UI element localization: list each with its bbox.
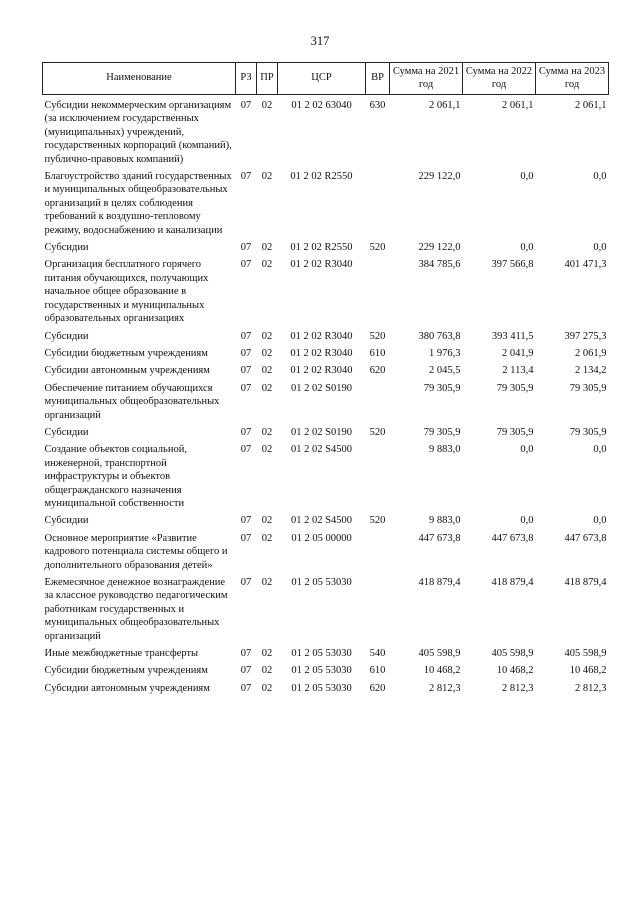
row-sum-2022: 0,0 [520, 242, 534, 254]
row-sum-2022: 447 673,8 [491, 532, 534, 544]
table-row [43, 576, 609, 647]
row-pr: 02 [261, 347, 273, 359]
row-csr: 01 2 02 R2550 [290, 171, 353, 183]
header-rz: РЗ [236, 63, 257, 95]
row-sum-2023: 418 879,4 [564, 577, 607, 588]
row-name: Субсидии [44, 330, 89, 342]
row-name: Субсидии бюджетным учреждениям [44, 347, 208, 359]
row-sum-2023: 0,0 [593, 444, 607, 456]
table-body [43, 95, 609, 700]
row-csr: 01 2 02 63040 [291, 100, 352, 111]
row-vr: 520 [369, 426, 386, 438]
row-pr: 02 [261, 515, 273, 527]
row-csr: 01 2 02 S4500 [291, 444, 352, 456]
row-vr: 520 [369, 242, 386, 254]
table-row [43, 364, 609, 381]
row-csr: 01 2 02 R3040 [290, 365, 353, 377]
row-sum-2023: 79 305,9 [569, 382, 607, 394]
row-name: Основное мероприятие «Развитие кадрового потенциала системы общего и дополнительного образования детей» [44, 532, 228, 571]
row-csr: 01 2 05 53030 [291, 648, 352, 660]
row-csr: 01 2 02 R3040 [290, 330, 353, 342]
header-csr: ЦСР [278, 63, 366, 95]
row-vr: 620 [369, 365, 386, 377]
row-csr: 01 2 05 00000 [291, 532, 352, 544]
row-rz: 07 [240, 682, 252, 694]
row-name: Организация бесплатного горячего питания обучающихся, получающих начальное общее образование в государственных и муниципальных образовательных организациях [44, 259, 209, 325]
row-name: Субсидии [44, 515, 89, 527]
budget-table [42, 62, 609, 699]
row-sum-2022: 397 566,8 [491, 259, 534, 271]
row-pr: 02 [261, 242, 273, 254]
row-sum-2023: 2 812,3 [575, 682, 607, 694]
row-pr: 02 [261, 171, 273, 183]
row-sum-2021: 384 785,6 [418, 259, 461, 271]
row-vr: 540 [369, 648, 386, 660]
row-sum-2022: 418 879,4 [491, 577, 534, 588]
row-pr: 02 [261, 259, 273, 271]
row-sum-2022: 405 598,9 [491, 648, 534, 660]
row-sum-2023: 10 468,2 [569, 665, 607, 677]
row-rz: 07 [240, 330, 252, 342]
row-sum-2021: 79 305,9 [423, 382, 461, 394]
row-pr: 02 [261, 365, 273, 377]
row-vr [366, 382, 390, 426]
row-vr: 610 [369, 665, 386, 677]
table-row [43, 382, 609, 426]
row-vr [366, 532, 390, 576]
row-sum-2021: 2 812,3 [429, 682, 461, 694]
table-row [43, 170, 609, 241]
row-sum-2022: 0,0 [520, 515, 534, 527]
page-number: 317 [310, 34, 330, 48]
header-pr: ПР [257, 63, 278, 95]
row-csr: 01 2 05 53030 [291, 577, 352, 588]
row-rz: 07 [240, 577, 252, 588]
row-rz: 07 [240, 444, 252, 456]
row-name: Ежемесячное денежное вознаграждение за классное руководство педагогическим работникам государственных и муниципальных общеобразовательных организаций [44, 577, 228, 642]
row-rz: 07 [240, 347, 252, 359]
row-name: Иные межбюджетные трансферты [44, 648, 199, 660]
header-sum-2021: Сумма на 2021 год [390, 63, 463, 95]
row-rz: 07 [240, 515, 252, 527]
row-vr: 610 [369, 347, 386, 359]
header-row [43, 63, 609, 95]
row-name: Создание объектов социальной, инженерной, транспортной инфраструктуры и объектов общегражданского назначения муниципальной собственности [44, 444, 187, 509]
table-row [43, 258, 609, 329]
row-vr [366, 170, 390, 241]
row-pr: 02 [261, 577, 273, 588]
row-sum-2021: 447 673,8 [418, 532, 461, 544]
row-sum-2022: 2 061,1 [502, 100, 534, 111]
table-row [43, 347, 609, 364]
row-sum-2022: 0,0 [520, 171, 534, 183]
row-rz: 07 [240, 259, 252, 271]
row-sum-2021: 9 883,0 [429, 444, 461, 456]
row-sum-2023: 2 061,9 [575, 347, 607, 359]
row-sum-2022: 2 113,4 [502, 365, 534, 377]
row-csr: 01 2 02 R3040 [290, 347, 353, 359]
row-pr: 02 [261, 382, 273, 394]
row-rz: 07 [240, 382, 252, 394]
row-sum-2023: 405 598,9 [564, 648, 607, 660]
table-row [43, 330, 609, 347]
row-pr: 02 [261, 330, 273, 342]
row-pr: 02 [261, 100, 273, 111]
row-sum-2023: 397 275,3 [564, 330, 607, 342]
table-row [43, 426, 609, 443]
row-sum-2022: 0,0 [520, 444, 534, 456]
row-name: Субсидии автономным учреждениям [44, 682, 210, 694]
row-sum-2022: 2 041,9 [502, 347, 534, 359]
row-csr: 01 2 02 R2550 [290, 242, 353, 254]
row-sum-2023: 0,0 [593, 515, 607, 527]
row-sum-2021: 10 468,2 [423, 665, 461, 677]
row-vr: 520 [369, 515, 386, 527]
row-csr: 01 2 02 S0190 [291, 382, 352, 394]
row-rz: 07 [240, 532, 252, 544]
header-name: Наименование [43, 63, 236, 95]
row-csr: 01 2 02 S4500 [291, 515, 352, 527]
row-sum-2023: 0,0 [593, 171, 607, 183]
table-row [43, 664, 609, 681]
row-rz: 07 [240, 242, 252, 254]
row-rz: 07 [240, 100, 252, 111]
row-sum-2021: 1 976,3 [429, 347, 461, 359]
row-sum-2023: 79 305,9 [569, 426, 607, 438]
table-row [43, 647, 609, 664]
row-name: Обеспечение питанием обучающихся муниципальных общеобразовательных организаций [44, 382, 220, 421]
row-pr: 02 [261, 426, 273, 438]
row-rz: 07 [240, 648, 252, 660]
row-pr: 02 [261, 444, 273, 456]
table-header [43, 63, 609, 95]
row-sum-2022: 79 305,9 [496, 426, 534, 438]
row-pr: 02 [261, 532, 273, 544]
row-rz: 07 [240, 171, 252, 183]
table-row [43, 532, 609, 576]
row-name: Субсидии некоммерческим организациям (за исключением государственных (муниципальных) учреждений, государственных корпораций (компаний), публично-правовых компаний) [44, 100, 232, 165]
row-csr: 01 2 02 R3040 [290, 259, 353, 271]
row-csr: 01 2 05 53030 [291, 665, 352, 677]
row-rz: 07 [240, 426, 252, 438]
row-name: Субсидии бюджетным учреждениям [44, 665, 208, 677]
row-rz: 07 [240, 665, 252, 677]
row-sum-2023: 0,0 [593, 242, 607, 254]
header-sum-2023: Сумма на 2023 год [536, 63, 609, 95]
row-sum-2022: 2 812,3 [502, 682, 534, 694]
row-sum-2021: 380 763,8 [418, 330, 461, 342]
row-sum-2021: 9 883,0 [429, 515, 461, 527]
row-sum-2023: 2 134,2 [575, 365, 607, 377]
table-row [43, 241, 609, 258]
header-vr: ВР [366, 63, 390, 95]
row-sum-2023: 401 471,3 [564, 259, 607, 271]
row-name: Благоустройство зданий государственных и муниципальных общеобразовательных организаций в целях соблюдения требований к воздушно-тепловому режиму, водоснабжению и канализации [44, 171, 232, 236]
row-sum-2021: 418 879,4 [418, 577, 461, 588]
row-vr [366, 258, 390, 329]
table-row [43, 443, 609, 514]
header-sum-2022: Сумма на 2022 год [463, 63, 536, 95]
row-pr: 02 [261, 648, 273, 660]
row-sum-2021: 229 122,0 [418, 171, 461, 183]
table-row [43, 682, 609, 699]
row-vr [366, 443, 390, 514]
row-sum-2022: 393 411,5 [491, 330, 534, 342]
row-pr: 02 [261, 665, 273, 677]
row-vr: 630 [369, 100, 386, 111]
row-csr: 01 2 05 53030 [291, 682, 352, 694]
row-pr: 02 [261, 682, 273, 694]
row-sum-2022: 79 305,9 [496, 382, 534, 394]
row-name: Субсидии автономным учреждениям [44, 365, 210, 377]
table-row [43, 514, 609, 531]
table-row [43, 95, 609, 171]
row-sum-2023: 2 061,1 [575, 100, 607, 111]
row-vr: 520 [369, 330, 386, 342]
row-sum-2023: 447 673,8 [564, 532, 607, 544]
row-rz: 07 [240, 365, 252, 377]
row-sum-2021: 405 598,9 [418, 648, 461, 660]
row-sum-2022: 10 468,2 [496, 665, 534, 677]
row-name: Субсидии [44, 426, 89, 438]
row-sum-2021: 2 045,5 [429, 365, 461, 377]
row-csr: 01 2 02 S0190 [291, 426, 352, 438]
row-sum-2021: 229 122,0 [418, 242, 461, 254]
row-name: Субсидии [44, 242, 89, 254]
row-vr [366, 576, 390, 647]
row-sum-2021: 2 061,1 [429, 100, 461, 111]
row-vr: 620 [369, 682, 386, 694]
row-sum-2021: 79 305,9 [423, 426, 461, 438]
